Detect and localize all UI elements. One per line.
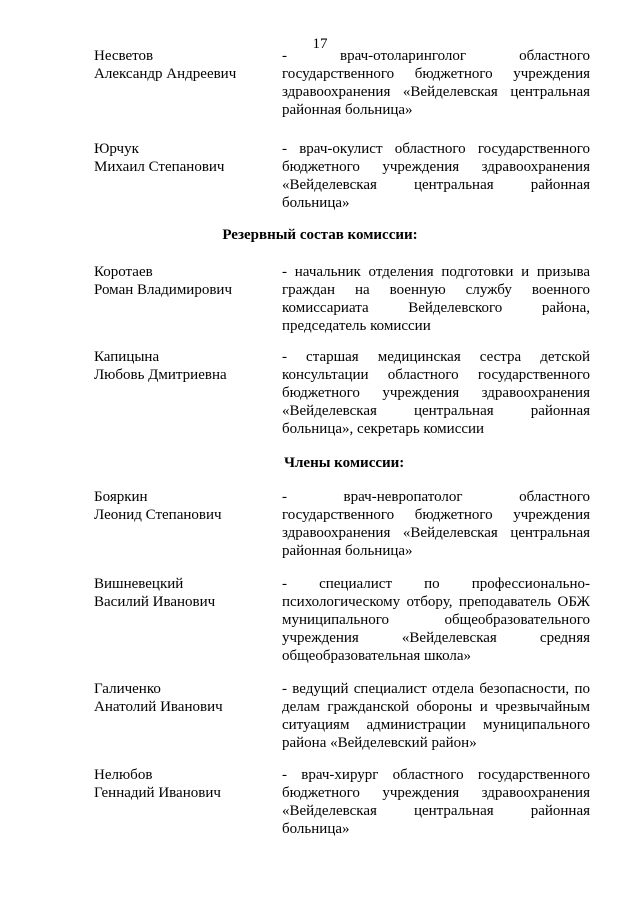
member-given-name: Геннадий Иванович <box>94 785 221 801</box>
member-given-name: Леонид Степанович <box>94 507 222 523</box>
member-given-name: Александр Андреевич <box>94 66 237 82</box>
member-name <box>94 575 274 611</box>
member-surname: Бояркин <box>94 489 148 505</box>
member-role: - ведущий специалист отдела безопасности, по делам гражданской обороны и чрезвычайным ситуациям администрации муниципального района «Вейделевский район» <box>282 681 590 751</box>
member-name <box>94 47 274 83</box>
member-role: - начальник отделения подготовки и призыва граждан на военную службу военного комиссариата Вейделевского района, председатель комиссии <box>282 264 590 334</box>
member-surname: Вишневецкий <box>94 576 184 592</box>
member-surname: Нелюбов <box>94 767 153 783</box>
member-role: - врач-хирург областного государственного бюджетного учреждения здравоохранения «Вейделевская центральная районная больница» <box>282 767 590 837</box>
member-role: - врач-окулист областного государственного бюджетного учреждения здравоохранения «Вейделевская центральная районная больница» <box>282 141 590 211</box>
members-heading: Члены комиссии: <box>284 455 405 471</box>
member-given-name: Михаил Степанович <box>94 159 225 175</box>
member-surname: Несветов <box>94 48 154 64</box>
member-role: - специалист по профессионально-психологическому отбору, преподаватель ОБЖ муниципального общеобразовательного учреждения «Вейделевская средняя общеобразовательная школа» <box>282 576 590 664</box>
member-name <box>94 680 274 716</box>
member-given-name: Василий Иванович <box>94 594 216 610</box>
member-given-name: Роман Владимирович <box>94 282 232 298</box>
member-name <box>94 140 274 176</box>
member-surname: Коротаев <box>94 264 153 280</box>
member-surname: Юрчук <box>94 141 139 157</box>
member-role: - старшая медицинская сестра детской консультации областного государственного бюджетного учреждения здравоохранения «Вейделевская центральная районная больница», секретарь комиссии <box>282 349 590 437</box>
page-number: 17 <box>312 36 328 52</box>
member-name <box>94 348 274 384</box>
member-surname: Галиченко <box>94 681 161 697</box>
member-given-name: Любовь Дмитриевна <box>94 367 227 383</box>
member-name <box>94 488 274 524</box>
member-name <box>94 263 274 299</box>
member-name <box>94 766 274 802</box>
reserve-heading: Резервный состав комиссии: <box>222 227 418 243</box>
member-role: - врач-невропатолог областного государственного бюджетного учреждения здравоохранения «Вейделевская центральная районная больница» <box>282 489 590 559</box>
member-surname: Капицына <box>94 349 160 365</box>
member-given-name: Анатолий Иванович <box>94 699 223 715</box>
member-role: - врач-отоларинголог областного государственного бюджетного учреждения здравоохранения «Вейделевская центральная районная больница» <box>282 48 590 118</box>
